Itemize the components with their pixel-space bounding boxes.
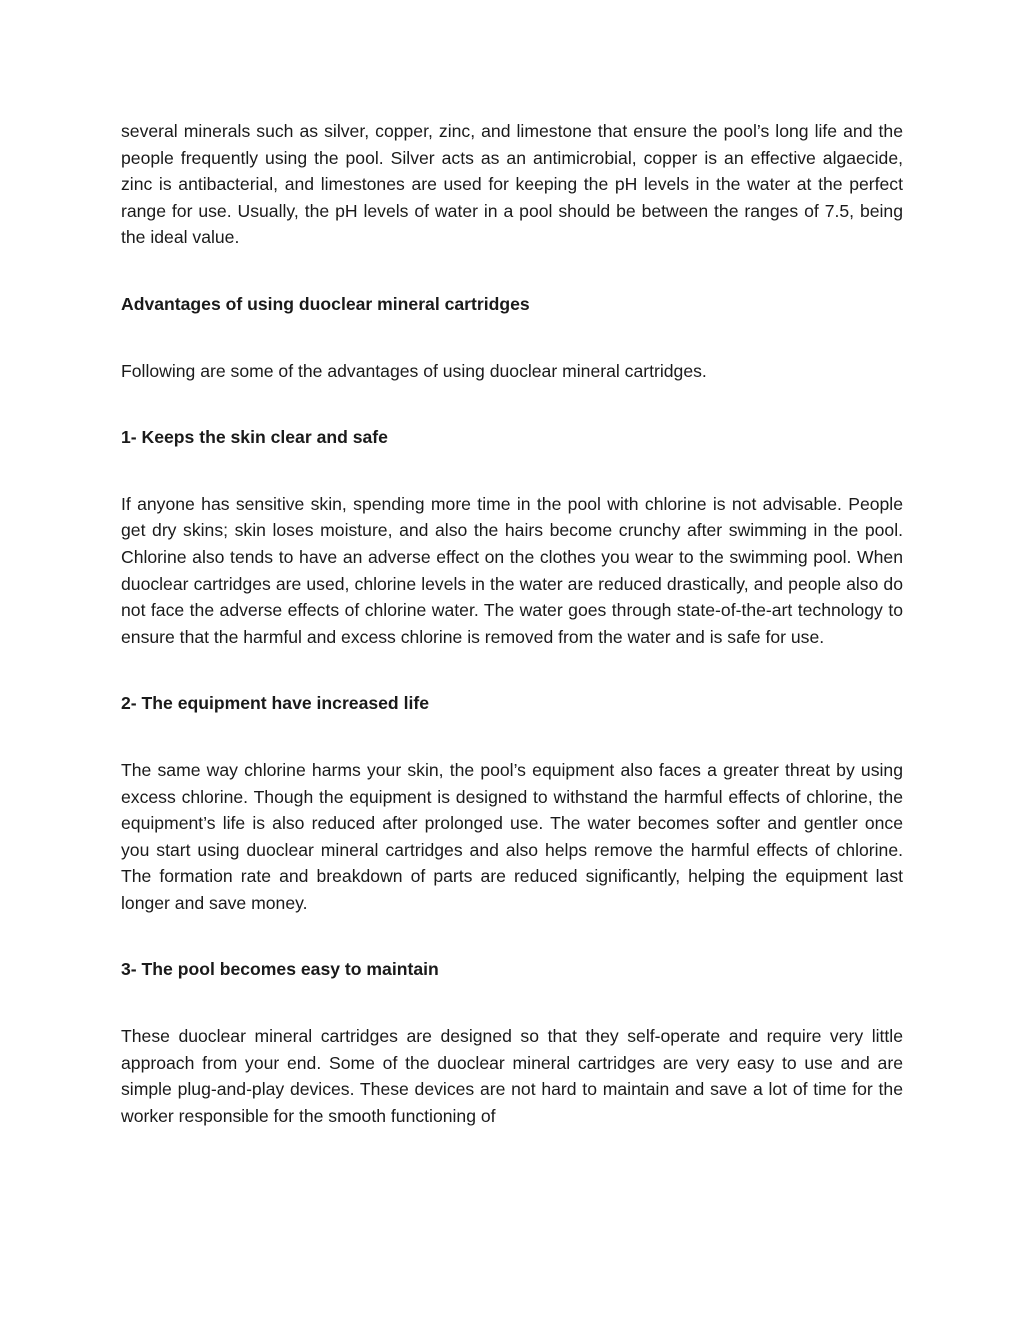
section-1-paragraph: If anyone has sensitive skin, spending more time in the pool with chlorine is not advisable. People get dry skins; skin loses moisture, and also the hairs become crunchy after swimming in the pool. Chlorine also tends to have an adverse effect on the clothes you wear to the swimming pool. When duoclear cartridges are used, chlorine levels in the water are reduced drastically, and people also do not face the adverse effects of chlorine water. The water goes through state-of-the-art technology to ensure that the harmful and excess chlorine is removed from the water and is safe for use. [121,493,903,647]
intro-paragraph: several minerals such as silver, copper, zinc, and limestone that ensure the pool’s long life and the people frequently using the pool. Silver acts as an antimicrobial, copper is an effective algaecide, zinc is antibacterial, and limestones are used for keeping the pH levels in the water at the perfect range for use. Usually, the pH levels of water in a pool should be between the ranges of 7.5, being the ideal value. [121,121,903,248]
section-2-heading: 2- The equipment have increased life [121,693,429,714]
spacer [121,451,903,491]
following-paragraph: Following are some of the advantages of using duoclear mineral cartridges. [121,360,707,381]
spacer [121,916,903,956]
spacer [121,251,903,291]
spacer [121,717,903,757]
spacer [121,384,903,424]
spacer [121,983,903,1023]
section-3-paragraph: These duoclear mineral cartridges are designed so that they self-operate and require very little approach from your end. Some of the duoclear mineral cartridges are very easy to use and are simple plug-and-play devices. These devices are not hard to maintain and save a lot of time for the worker responsible for the smooth functioning of [121,1026,903,1126]
section-1-heading: 1- Keeps the skin clear and safe [121,427,388,448]
section-3-heading: 3- The pool becomes easy to maintain [121,959,439,980]
spacer [121,650,903,690]
document-page [121,118,903,1129]
section-2-paragraph: The same way chlorine harms your skin, the pool’s equipment also faces a greater threat by using excess chlorine. Though the equipment is designed to withstand the harmful effects of chlorine, the equipment’s life is also reduced after prolonged use. The water becomes softer and gentler once you start using duoclear mineral cartridges and also helps remove the harmful effects of chlorine. The formation rate and breakdown of parts are reduced significantly, helping the equipment last longer and save money. [121,759,903,913]
advantages-heading: Advantages of using duoclear mineral cartridges [121,293,530,314]
spacer [121,318,903,358]
